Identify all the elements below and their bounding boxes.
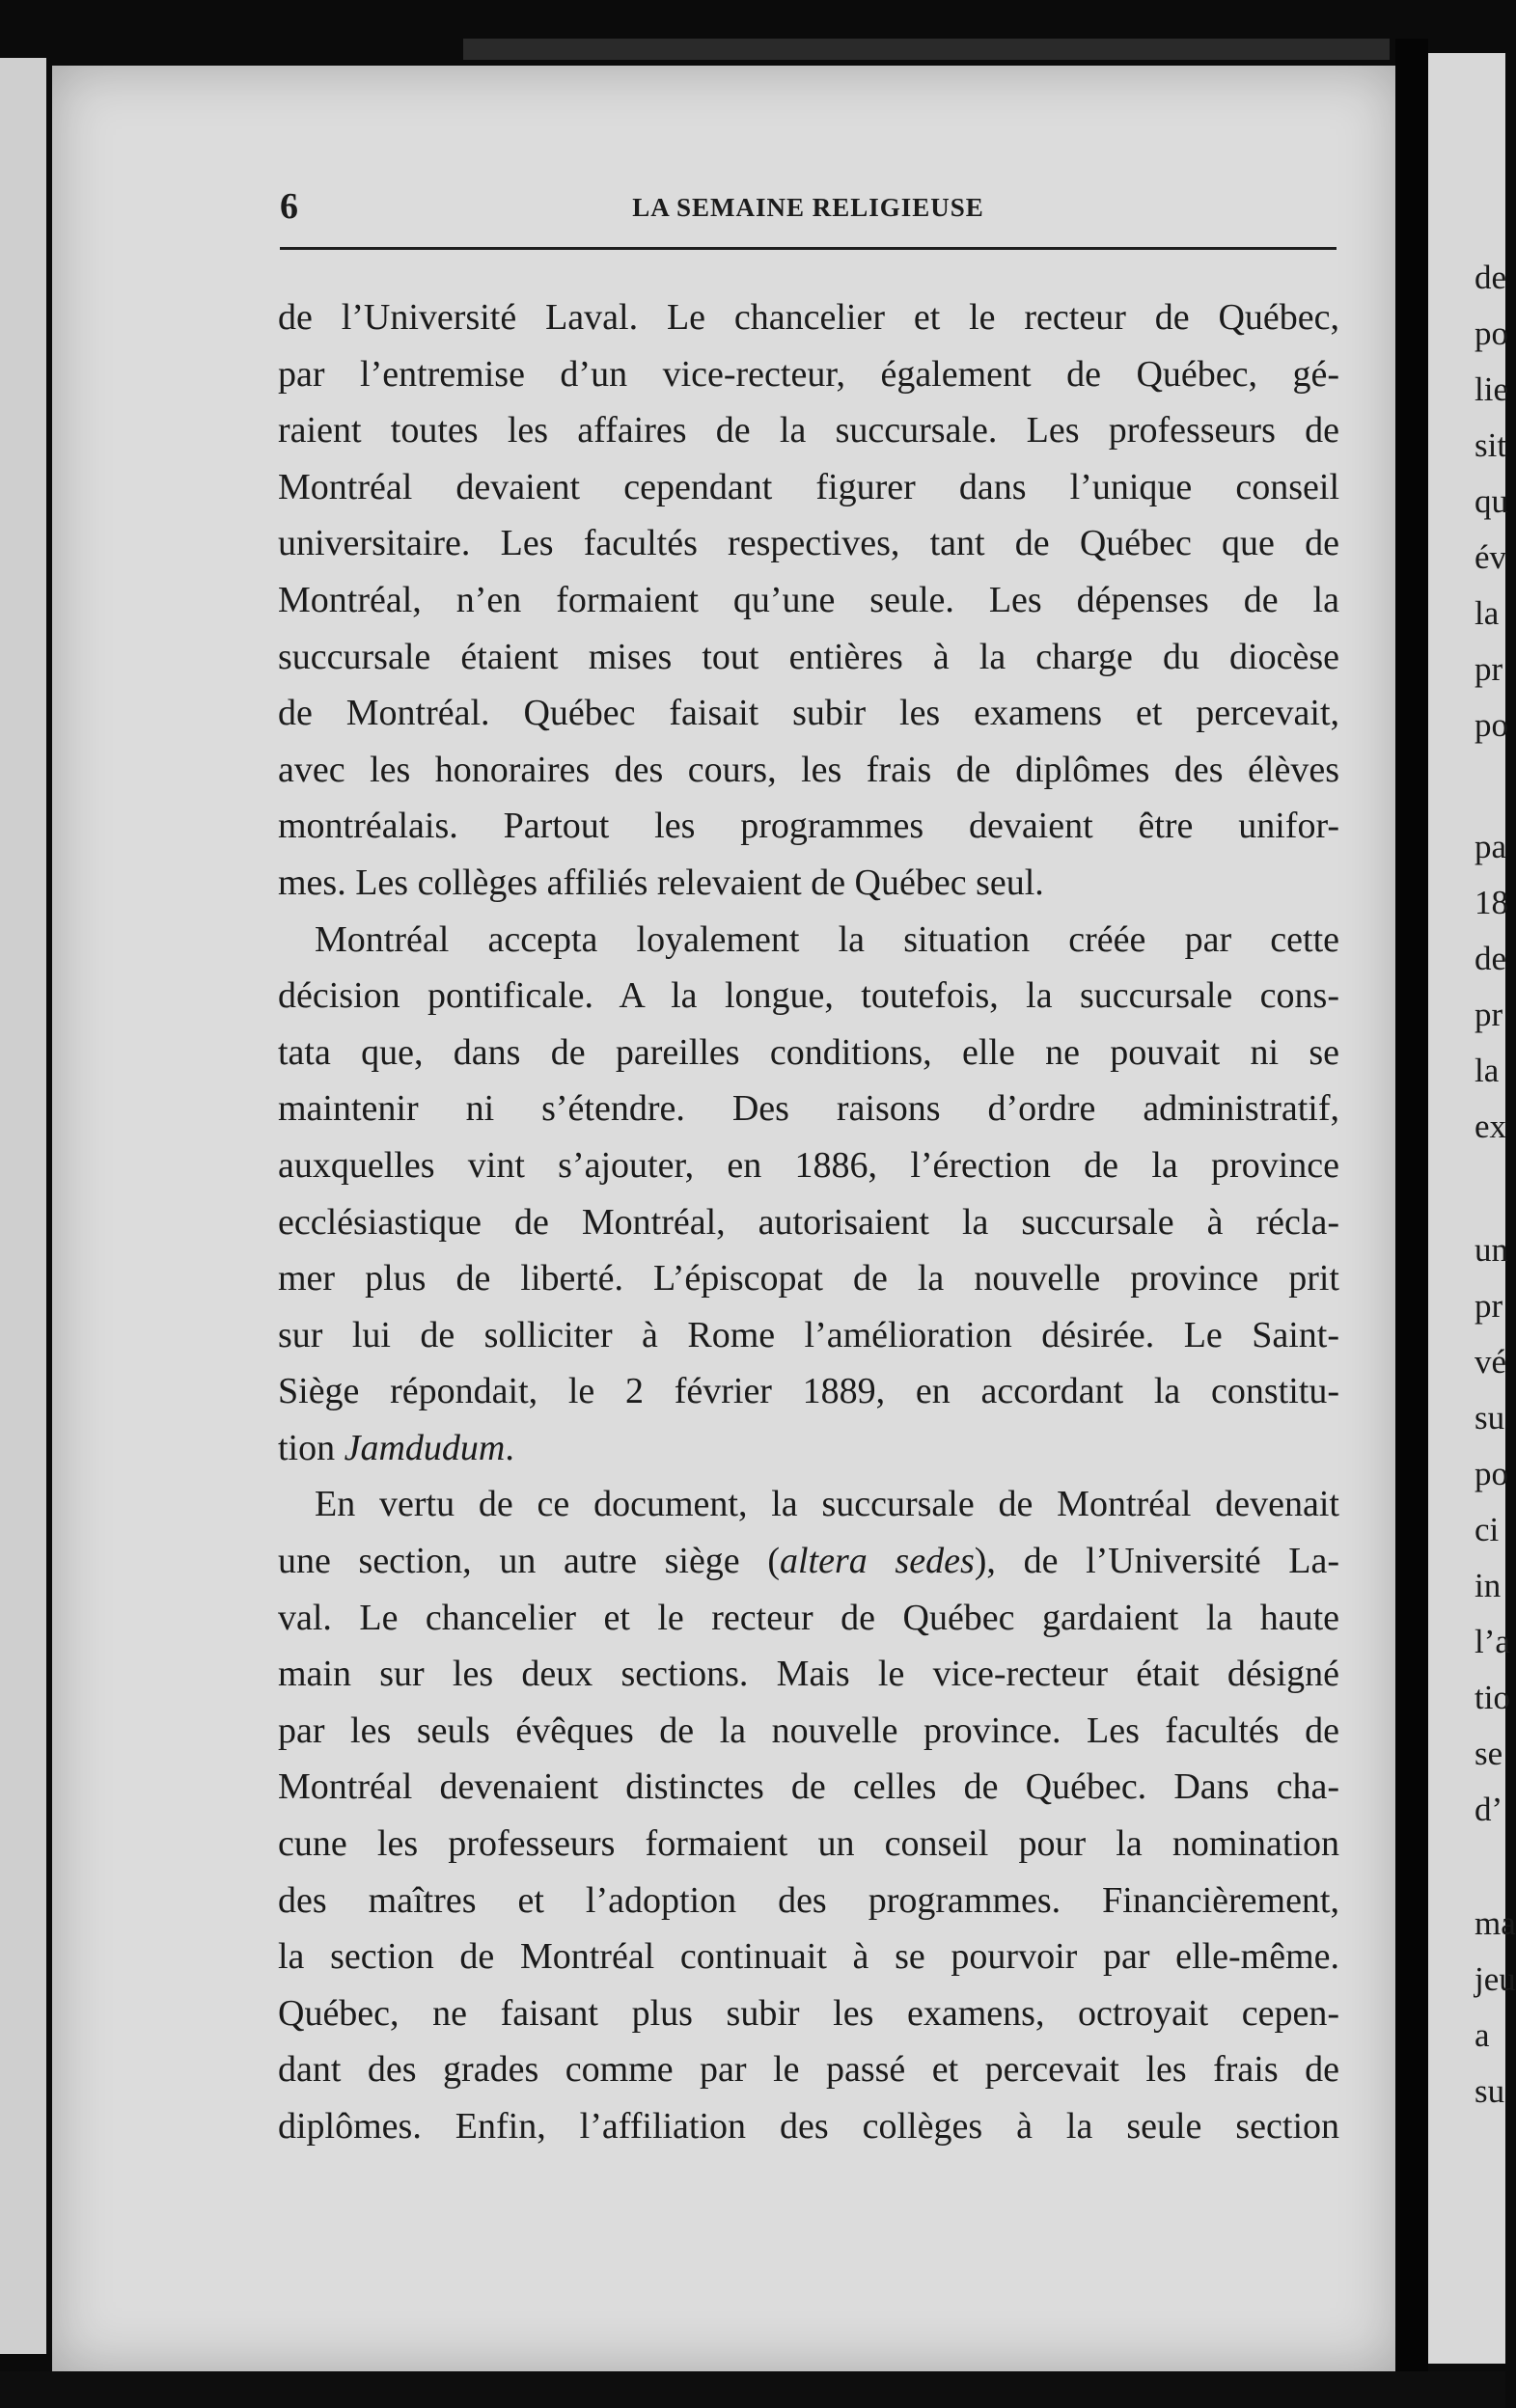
text-line-content: de l’Université Laval. Le chancelier et le recteur de Québec, [278, 297, 1339, 338]
facing-page-fragment-text: in [1475, 1567, 1502, 1604]
text-line [278, 402, 1339, 459]
text-line [278, 1590, 1339, 1647]
text-line-content: Montréal, n’en formaient qu’une seule. Les dépenses de la [278, 579, 1339, 620]
text-line [278, 855, 1339, 912]
text-line-content: succursale étaient mises tout entières à la charge du diocèse [278, 636, 1339, 677]
text-line-content: la section de Montréal continuait à se pourvoir par elle-même. [278, 1936, 1339, 1978]
facing-page-fragment-text: ex [1475, 1108, 1507, 1145]
facing-page-fragment-text: jeu [1475, 1960, 1516, 1998]
text-line-tail: ), de l’Université La- [974, 1541, 1339, 1582]
text-line-content: une section, un autre siège ( [278, 1541, 780, 1582]
text-line [278, 1250, 1339, 1307]
italic-term: altera sedes [780, 1541, 975, 1582]
facing-page-fragment-text: ci [1475, 1511, 1500, 1548]
text-line-content: main sur les deux sections. Mais le vice-recteur était désigné [278, 1654, 1339, 1695]
facing-page-fragment-text: d’ [1475, 1791, 1503, 1828]
text-line-content: Québec, ne faisant plus subir les examens, octroyait cepen- [278, 1992, 1339, 2034]
facing-page-fragment-text: pr [1475, 650, 1503, 688]
text-line [278, 629, 1339, 686]
text-line-content: par l’entremise d’un vice-recteur, également de Québec, gé- [278, 353, 1339, 395]
header-rule [280, 247, 1337, 250]
text-line-content: tata que, dans de pareilles conditions, elle ne pouvait ni se [278, 1031, 1339, 1073]
facing-page-fragment-text: se [1475, 1735, 1503, 1772]
text-line [278, 1476, 1339, 1533]
text-line [278, 742, 1339, 799]
text-line [278, 1194, 1339, 1251]
body-text [278, 289, 1339, 2155]
facing-page-fragment-text: po [1475, 1455, 1508, 1492]
text-line [278, 459, 1339, 516]
text-line [278, 1816, 1339, 1873]
text-line [278, 572, 1339, 629]
text-line-content: Montréal devenaient distinctes de celles de Québec. Dans cha- [278, 1766, 1339, 1808]
facing-page-fragment-text: sit [1475, 426, 1507, 464]
text-line-content: décision pontificale. A la longue, toutefois, la succursale cons- [278, 975, 1339, 1017]
facing-page-fragment-text: vé [1475, 1343, 1507, 1381]
text-line [278, 798, 1339, 855]
text-line-content: diplômes. Enfin, l’affiliation des collèges à la seule section [278, 2106, 1339, 2147]
text-line-content: raient toutes les affaires de la succursale. Les professeurs de [278, 410, 1339, 452]
text-line [278, 515, 1339, 572]
text-line [278, 1420, 1339, 1477]
facing-page-fragment-text: su [1475, 1399, 1505, 1437]
facing-page-fragment-text: lie [1475, 370, 1508, 408]
text-line-content: ecclésiastique de Montréal, autorisaient la succursale à récla- [278, 1201, 1339, 1243]
text-line [278, 1137, 1339, 1194]
text-line-content: maintenir ni s’étendre. Des raisons d’ordre administratif, [278, 1088, 1339, 1130]
text-line [278, 1703, 1339, 1760]
text-line-content: cune les professeurs formaient un conseil pour la nomination [278, 1823, 1339, 1865]
text-line-content: universitaire. Les facultés respectives, tant de Québec que de [278, 523, 1339, 564]
facing-page-fragment-text: su [1475, 2072, 1505, 2110]
facing-page-fragment-text: 18 [1475, 884, 1508, 921]
running-head [280, 185, 1337, 233]
text-line [278, 1081, 1339, 1137]
page-top-edge [463, 39, 1390, 60]
text-line [278, 1759, 1339, 1816]
facing-page-fragment-text: pr [1475, 996, 1503, 1033]
facing-page-fragment-text: la [1475, 1052, 1500, 1089]
text-line-content: Montréal accepta loyalement la situation créée par cette [315, 918, 1339, 960]
text-line [278, 968, 1339, 1025]
text-line-content: montréalais. Partout les programmes devaient être unifor- [278, 806, 1339, 847]
text-line-content: Siège répondait, le 2 février 1889, en accordant la constitu- [278, 1371, 1339, 1412]
facing-page-fragment-text: po [1475, 706, 1508, 744]
facing-page-fragment-text: la [1475, 594, 1500, 632]
text-line-content: de Montréal. Québec faisait subir les examens et percevait, [278, 693, 1339, 734]
text-line [278, 346, 1339, 403]
text-line [278, 1307, 1339, 1364]
facing-page-fragment-text: pr [1475, 1287, 1503, 1325]
text-line [278, 1025, 1339, 1081]
text-line [278, 912, 1339, 969]
text-line-content: mes. Les collèges affiliés relevaient de Québec seul. [278, 862, 1044, 903]
text-line-content: auxquelles vint s’ajouter, en 1886, l’érection de la province [278, 1144, 1339, 1186]
text-line [278, 1929, 1339, 1985]
text-line-content: val. Le chancelier et le recteur de Québec gardaient la haute [278, 1597, 1339, 1638]
left-page-edge [0, 58, 46, 2354]
facing-page-fragment-text: tio [1475, 1679, 1510, 1716]
italic-term: Jamdudum [344, 1427, 506, 1468]
facing-page-fragment-text: un [1475, 1231, 1508, 1269]
text-line-content: dant des grades comme par le passé et percevait les frais de [278, 2049, 1339, 2091]
facing-page-fragment-text: qu [1475, 482, 1508, 520]
text-line [278, 1533, 1339, 1590]
text-line [278, 1873, 1339, 1929]
facing-page-fragment [1428, 53, 1516, 2364]
facing-page-fragment-text: l’a [1475, 1623, 1510, 1660]
text-line-content: Montréal devaient cependant figurer dans l’unique conseil [278, 466, 1339, 507]
text-line [278, 2098, 1339, 2155]
text-line [278, 1646, 1339, 1703]
facing-page-fragment-text: ma [1475, 1904, 1516, 1942]
text-line-content: des maîtres et l’adoption des programmes. Financièrement, [278, 1879, 1339, 1921]
facing-page-fragment-text: de [1475, 259, 1507, 296]
scan-bottom-edge [0, 2371, 1505, 2408]
facing-page-fragment-text: po [1475, 315, 1508, 352]
text-line-content: mer plus de liberté. L’épiscopat de la nouvelle province prit [278, 1258, 1339, 1300]
text-line [278, 685, 1339, 742]
page-header-title: LA SEMAINE RELIGIEUSE [632, 193, 984, 222]
facing-page-fragment-text: pa [1475, 828, 1507, 865]
text-line-content: sur lui de solliciter à Rome l’amélioration désirée. Le Saint- [278, 1314, 1339, 1355]
facing-page-fragment-text: de [1475, 940, 1507, 977]
text-line-content: avec les honoraires des cours, les frais de diplômes des élèves [278, 749, 1339, 790]
page-number: 6 [280, 186, 298, 227]
text-line-content: tion [278, 1427, 345, 1468]
text-line [278, 1985, 1339, 2042]
text-line-content: En vertu de ce document, la succursale de Montréal devenait [315, 1484, 1339, 1525]
text-line-content: par les seuls évêques de la nouvelle province. Les facultés de [278, 1710, 1339, 1751]
text-line [278, 2041, 1339, 2098]
book-gutter [1395, 39, 1428, 2373]
text-line [278, 1363, 1339, 1420]
facing-page-fragment-text: a [1475, 2016, 1490, 2054]
text-line [278, 289, 1339, 346]
facing-page-fragment-text: év [1475, 538, 1507, 576]
text-line-tail: . [505, 1427, 514, 1468]
